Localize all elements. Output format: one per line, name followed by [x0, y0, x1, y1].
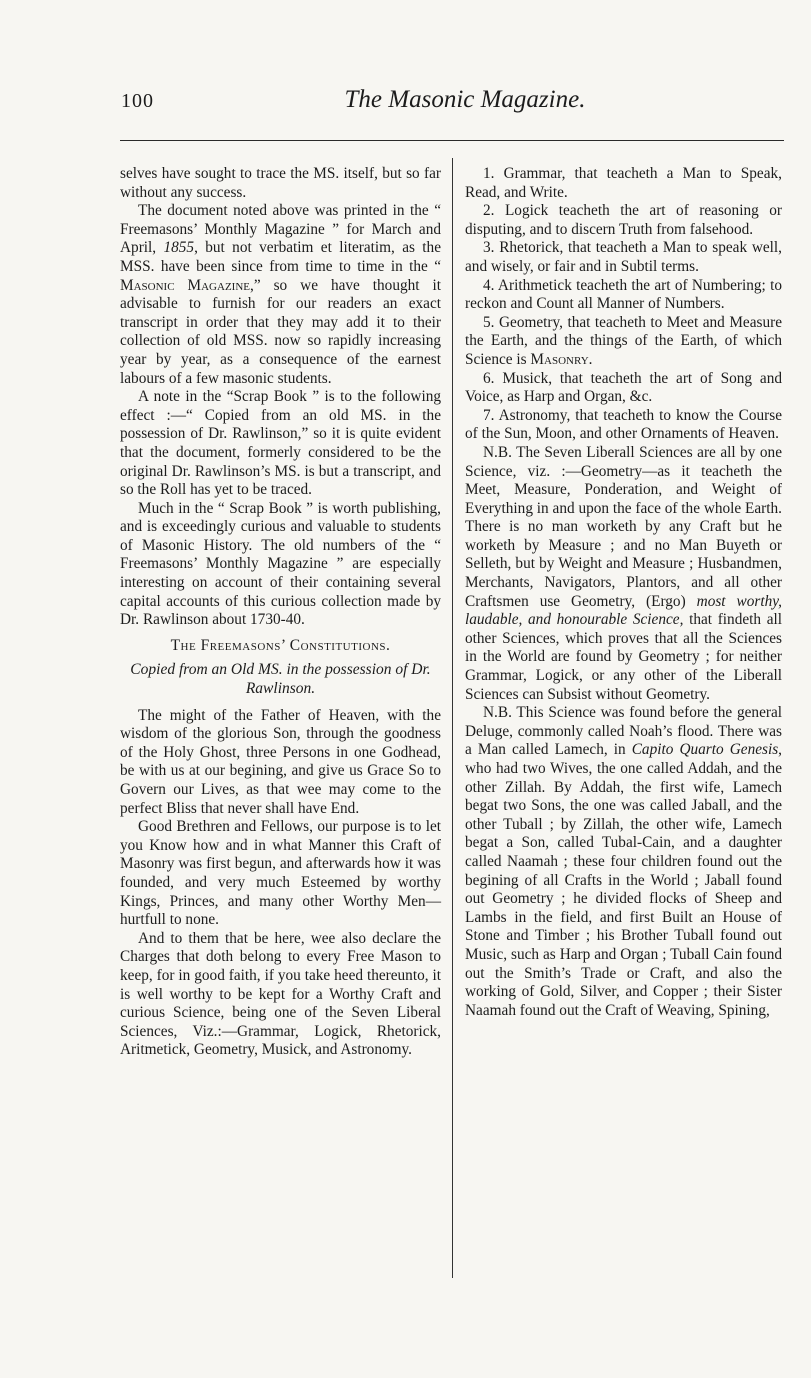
text-run: 5. Geometry, that teacheth to Meet and Measure the Earth, and the things of the Earth, of which Science is — [465, 313, 782, 368]
text-run: N.B. The Seven Liberall Sciences are all by one Science, viz. :—Geometry—as it teacheth the Meet, Measure, Ponderation, and Weight of Everything in and upon the face of the whole Earth. There is no man worketh by any Craft but he worketh by Measure ; and no Man Buyeth or Selleth, but by Weight and Measure ; Husbandmen, Merchants, Navigators, Plantors, and all other Craftsmen use Geometry, (Ergo) — [465, 443, 782, 610]
list-item: 6. Musick, that teacheth the art of Song and Voice, as Harp and Organ, &c. — [465, 369, 782, 406]
section-subheading: Copied from an Old MS. in the possession of Dr. Rawlinson. — [130, 661, 431, 698]
right-column — [465, 165, 782, 1020]
header-rule — [120, 140, 784, 141]
paragraph — [120, 202, 441, 388]
text-run: N.B. This Science was found before the general Deluge, commonly called Noah’s flood. There was a Man called Lamech, in — [465, 704, 782, 759]
running-title: The Masonic Magazine. — [344, 86, 586, 113]
text-run: that findeth all other Sciences, which proves that all the Sciences in the World are found by Geometry ; for neither Grammar, Logick, or any other of the Liberall Sciences can Subsist without Geometry. — [465, 611, 782, 703]
paragraph: Good Brethren and Fellows, our purpose is to let you Know how and in what Manner this Craft of Masonry was first begun, and afterwards how it was founded, and very much Esteemed by worthy Kings, Princes, and many other Worthy Men—hurtfull to none. — [120, 818, 441, 929]
paragraph — [465, 444, 782, 704]
paragraph — [465, 704, 782, 1020]
list-item — [465, 314, 782, 370]
paragraph: And to them that be here, wee also declare the Charges that doth belong to every Free Mason to keep, for in good faith, if you take heed thereunto, it is well worthy to be kept for a Worthy Craft and curious Science, being one of the Seven Liberal Sciences, Viz.:—Grammar, Logick, Rhetorick, Aritmetick, Geometry, Musick, and Astronomy. — [120, 929, 441, 1059]
text-run: Masonic Magazine — [120, 276, 250, 294]
page-number: 100 — [121, 90, 154, 112]
text-run: The document noted above was printed in the “ Freemasons’ Monthly Magazine ” for March and April, — [120, 202, 441, 257]
section-heading: The Freemasons’ Constitutions. — [170, 636, 391, 654]
paragraph: The might of the Father of Heaven, with the wisdom of the glorious Son, through the goodness of the Holy Ghost, three Persons in one Godhead, be with us at our begining, and give us Grace So to Govern our Lives, as that wee may come to the perfect Bliss that never shall have End. — [120, 706, 441, 817]
column-rule — [452, 158, 453, 1278]
text-run: Masonry. — [530, 350, 593, 368]
paragraph: A note in the “Scrap Book ” is to the following effect :—“ Copied from an old MS. in the possession of Dr. Rawlinson,” so it is quite evident that the document, formerly considered to be the original Dr. Rawlinson’s MS. is but a transcript, and so the Roll has yet to be traced. — [120, 388, 441, 499]
list-item: 2. Logick teacheth the art of reasoning or disputing, and to discern Truth from falsehood. — [465, 202, 782, 238]
text-run: , who had two Wives, the one called Addah, and the other Zillah. By Addah, the first wife, Lamech begat two Sons, the one was called Jaball, and the other Tuball ; by Zillah, the other wife, Lamech begat a Son, called Tubal-Cain, and a daughter called Naamah ; these four children found out the begining of all Crafts in the World ; Jaball found out Geometry ; he divided flocks of Sheep and Lambs in the field, and first Built an House of Stone and Timber ; his Brother Tuball found out Music, such as Harp and Organ ; Tuball Cain found out the Smith’s Trade or Craft, and also the working of Gold, Silver, and Copper ; their Sister Naamah found out the Craft of Weaving, Spining, — [465, 741, 782, 1019]
list-item: 3. Rhetorick, that teacheth a Man to speak well, and wisely, or fair and in Subtil terms. — [465, 239, 782, 275]
text-run: , but not verbatim et literatim, as the MSS. have been since from time to time in the “ — [120, 239, 441, 275]
left-column — [120, 165, 441, 1060]
text-run: ,” so we have thought it advisable to furnish for our readers an exact transcript in order that they may add it to their collection of old MSS. now so rapidly increasing year by year, as a consequence of the earnest labours of a few masonic students. — [120, 276, 441, 387]
list-item: 7. Astronomy, that teacheth to know the Course of the Sun, Moon, and other Ornaments of Heaven. — [465, 406, 782, 443]
text-run: most worthy, laudable, and honourable Science, — [465, 592, 782, 629]
text-run: Capito Quarto Genesis — [631, 741, 779, 759]
text-run: 1855 — [163, 239, 195, 257]
list-item: 4. Arithmetick teacheth the art of Numbering; to reckon and Count all Manner of Numbers. — [465, 276, 782, 313]
list-item: 1. Grammar, that teacheth a Man to Speak, Read, and Write. — [465, 165, 782, 201]
paragraph: Much in the “ Scrap Book ” is worth publishing, and is exceedingly curious and valuable to students of Masonic History. The old numbers of the “ Freemasons’ Monthly Magazine ” are especially interesting on account of their containing several capital accounts of this curious collection made by Dr. Rawlinson about 1730-40. — [120, 499, 441, 629]
paragraph: selves have sought to trace the MS. itself, but so far without any success. — [120, 165, 441, 201]
